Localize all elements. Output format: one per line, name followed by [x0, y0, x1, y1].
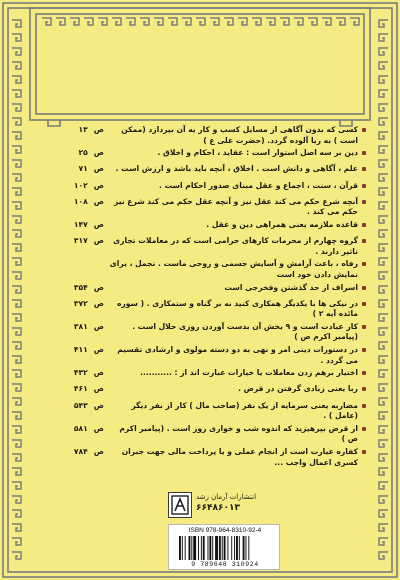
contents-item: [44, 384, 366, 398]
contents-item: [44, 299, 366, 320]
contents-item: [44, 283, 366, 297]
contents-item: [44, 236, 366, 257]
bullet-icon: [362, 286, 366, 290]
contents-item: [44, 368, 366, 382]
contents-item-text: قاعده ملازمه یعنی همراهی دین و عقل .: [206, 219, 358, 229]
contents-item: [44, 197, 366, 218]
bullet-icon: [362, 239, 366, 243]
contents-item-text: آنچه شرع حکم می کند عقل نیز و آنچه عقل حکم می کند شرع نیز حکم می کند .: [113, 196, 358, 217]
contents-item-text: رفاه ، باعث آرامش و آسایش جسمی و روحی ماست . تجمل ، برای نمایش دادن خود است: [109, 259, 358, 279]
top-fret-border: [42, 18, 359, 25]
bullet-icon: [362, 450, 366, 454]
contents-item-text: از قرض بپرهیزید که اندوه شب و خواری روز است . (پیامبر اکرم ص ): [119, 423, 358, 444]
bullet-icon: [362, 371, 366, 375]
bullet-icon: [362, 348, 366, 352]
contents-item-text: اختیار برهم زدن معاملات یا خیارات عبارت اند از : ...........: [140, 368, 358, 378]
page-ref: ص۱۰۲: [73, 180, 104, 190]
page-ref: ص۳۷۲: [73, 298, 104, 308]
isbn-label: ISBN 978-964-8310-92-4: [188, 527, 262, 534]
contents-item: [44, 345, 366, 366]
bullet-icon: [362, 167, 366, 171]
page-ref: ص۷۱: [78, 164, 104, 174]
contents-item: [44, 148, 366, 162]
bullet-icon: [362, 427, 366, 431]
contents-item-text: کسی که بدون آگاهی از مسایل کسب و کار به آن بپردازد (ممکن است ) به ربا آلوده گردد. (حضرت علی ع ): [121, 125, 358, 145]
bullet-icon: [362, 262, 366, 266]
contents-item: [44, 259, 366, 280]
page-ref: ص۲۵: [78, 148, 104, 158]
bullet-icon: [362, 302, 366, 306]
contents-item: [44, 164, 366, 178]
contents-item-text: کفاره عبارت است از انجام عملی و یا پرداخت مالی جهت جبران کسری اعمال واجب ...: [121, 447, 358, 467]
contents-item: [44, 401, 366, 422]
contents-item-text: اسراف از حد گذشتن وفخرجی است: [224, 282, 358, 292]
bullet-icon: [362, 128, 366, 132]
bullet-icon: [362, 151, 366, 155]
contents-item-text: کار عبادت است و ۹ بخش آن بدست آوردن روزی حلال است . (پیامبر اکرم ص ): [132, 321, 358, 342]
contents-list: [44, 125, 366, 470]
page-ref: ص۳۸۱: [73, 321, 104, 331]
page-ref: ص۷۸۴: [73, 447, 104, 456]
contents-item: [44, 424, 366, 445]
publisher-logo-icon: [168, 492, 192, 518]
contents-item-text: علم ، آگاهی و دانش است . اخلاق ، آنچه باید باشد و ارزش است .: [115, 164, 358, 174]
left-fret-border: [12, 20, 21, 559]
contents-item-text: گروه چهارم از محرمات کارهای حرامی است که در معاملات تجاری تاثیر دارند .: [113, 236, 358, 256]
bullet-icon: [362, 223, 366, 227]
contents-item-text: مضاربه یعنی سرمایه از یک نفر (صاحب مال ) کار از نفر دیگر (عامل ) .: [131, 400, 358, 421]
bullet-icon: [362, 387, 366, 391]
page-ref: ص۱۴۷: [73, 219, 104, 229]
page-ref: ص۵۴۳: [73, 400, 104, 410]
contents-item-text: ربا یعنی زیادی گرفتن در قرض .: [238, 384, 358, 394]
bullet-icon: [362, 200, 366, 204]
contents-item-text: در نیکی ها با یکدیگر همکاری کنید نه بر گناه و ستمکاری . ( سوره مائده آیه ۲ ): [116, 298, 358, 319]
contents-item-text: در دستورات دینی امر و نهی به دو دسته مولوی و ارشادی تقسیم می گردد .: [117, 345, 358, 365]
contents-item: [44, 322, 366, 343]
barcode-digits: 9 789648 310924: [191, 561, 259, 568]
page-ref: ص۵۸۱: [73, 423, 104, 433]
bullet-icon: [362, 404, 366, 408]
page-ref: ص۳۱۷: [73, 236, 104, 246]
page-ref: ص۴۶۱: [73, 384, 104, 394]
contents-item: [44, 125, 366, 146]
page-ref: ص۴۳۲: [73, 368, 104, 378]
right-fret-border: [379, 20, 388, 559]
page-ref: ص۱۰۸: [73, 196, 104, 206]
publisher-phone: ۶۶۴۸۶۰۱۳: [196, 503, 240, 513]
barcode-icon: [168, 524, 280, 570]
barcode-bars: [179, 536, 271, 560]
contents-item: [44, 181, 366, 195]
publisher-name: انتشارات آرمان رشد: [196, 493, 257, 501]
bullet-icon: [362, 184, 366, 188]
bullet-icon: [362, 325, 366, 329]
page-ref: ص۴۱۱: [73, 345, 104, 355]
contents-item: [44, 220, 366, 234]
contents-item-text: قرآن ، سنت ، اجماع و عقل مبنای صدور احکام است .: [158, 180, 358, 190]
contents-item: [44, 447, 366, 468]
page-ref: ص۱۳: [78, 125, 104, 134]
page-ref: ص۳۵۴: [73, 282, 104, 292]
contents-item-text: دین بر سه اصل استوار است : عقاید ، احکام و اخلاق .: [157, 148, 358, 158]
